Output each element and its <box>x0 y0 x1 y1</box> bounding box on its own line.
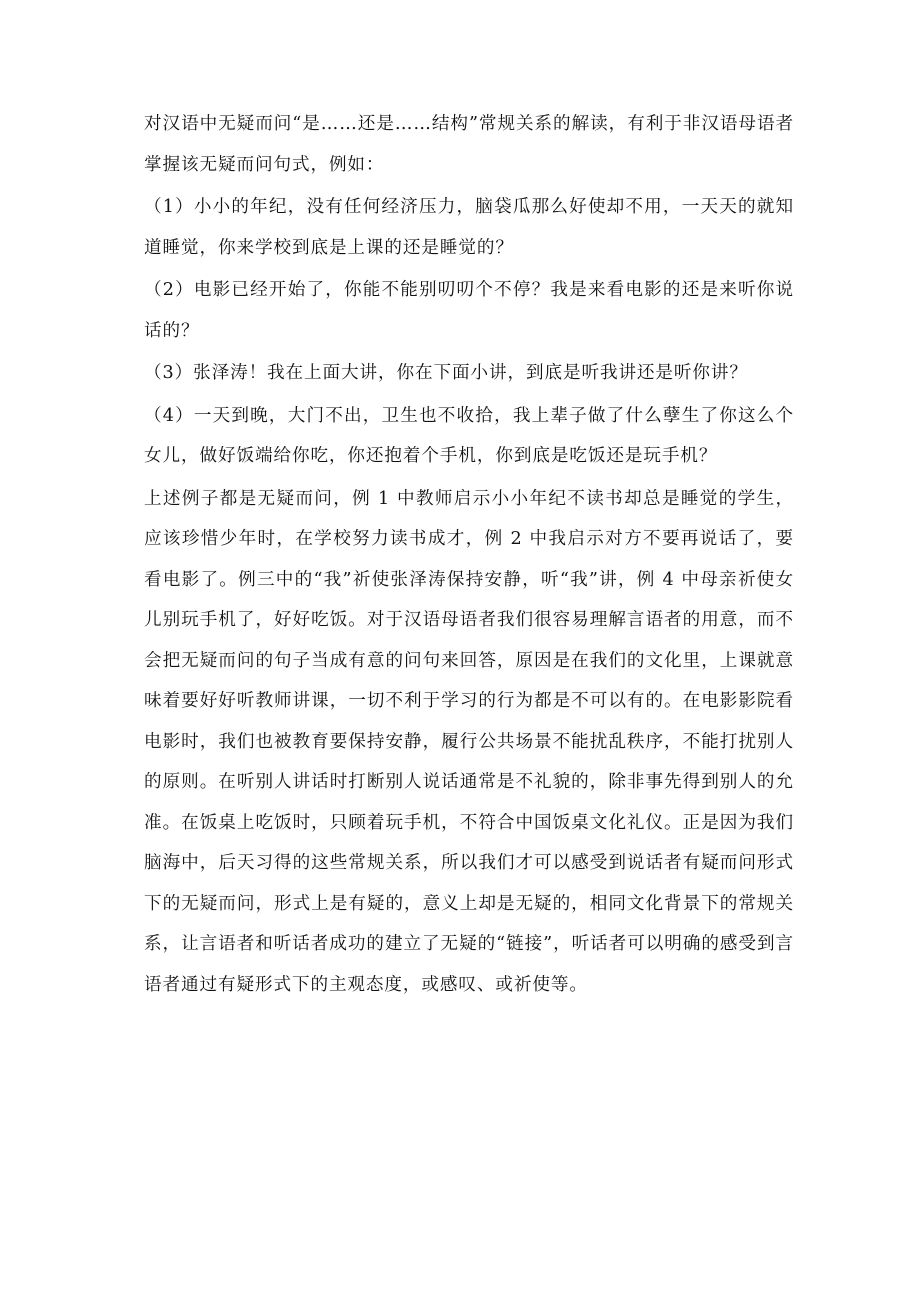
example-4-paragraph: （4）一天到晚，大门不出，卫生也不收拾，我上辈子做了什么孽生了你这么个女儿，做好饭端给你吃，你还抱着个手机，你到底是吃饭还是玩手机？ <box>144 405 794 466</box>
example-1-paragraph: （1）小小的年纪，没有任何经济压力，脑袋瓜那么好使却不用，一天天的就知道睡觉，你来学校到底是上课的还是睡觉的？ <box>144 197 794 258</box>
example-2-paragraph: （2）电影已经开始了，你能不能别叨叨个不停？我是来看电影的还是来听你说话的？ <box>144 280 794 341</box>
analysis-paragraph: 上述例子都是无疑而问，例 1 中教师启示小小年纪不读书却总是睡觉的学生，应该珍惜少年时，在学校努力读书成才，例 2 中我启示对方不要再说话了，要看电影了。例三中的“我”祈使张泽涛保持安静，听“我”讲，例 4 中母亲祈使女儿别玩手机了，好好吃饭。对于汉语母语者我们很容易理解言语者的用意，而不会把无疑而问的句子当成有意的问句来回答，原因是在我们的文化里，上课就意味着要好好听教师讲课，一切不利于学习的行为都是不可以有的。在电影影院看电影时，我们也被教育要保持安静，履行公共场景不能扰乱秩序，不能打扰别人的原则。在听别人讲话时打断别人说话通常是不礼貌的，除非事先得到别人的允准。在饭桌上吃饭时，只顾着玩手机，不符合中国饭桌文化礼仪。正是因为我们脑海中，后天习得的这些常规关系，所以我们才可以感受到说话者有疑而问形式下的无疑而问，形式上是有疑的，意义上却是无疑的，相同文化背景下的常规关系，让言语者和听话者成功的建立了无疑的“链接”，听话者可以明确的感受到言语者通过有疑形式下的主观态度，或感叹、或祈使等。 <box>144 488 794 995</box>
example-3-paragraph: （3）张泽涛！我在上面大讲，你在下面小讲，到底是听我讲还是听你讲？ <box>144 363 748 383</box>
body-text <box>144 104 794 1005</box>
intro-paragraph: 对汉语中无疑而问“是……还是……结构”常规关系的解读，有利于非汉语母语者掌握该无疑而问句式，例如： <box>144 114 794 175</box>
